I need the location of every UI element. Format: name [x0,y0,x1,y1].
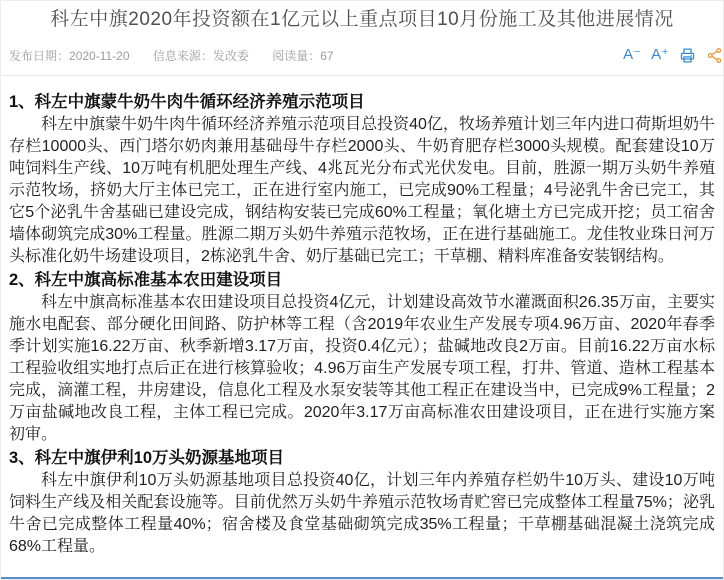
info-source-value: 发改委 [212,48,249,63]
bottom-divider [1,577,723,579]
font-decrease-button[interactable]: A⁻ [623,46,642,63]
font-increase-button[interactable]: A⁺ [651,46,669,63]
publish-date-value: 2020-11-20 [69,48,130,63]
info-source-label: 信息来源： [152,48,213,63]
view-count-label: 阅读量： [272,48,321,63]
section-1-heading: 1、科左中旗蒙牛奶牛肉牛循环经济养殖示范项目 [9,93,365,111]
section-2-heading: 2、科左中旗高标准基本农田建设项目 [9,271,283,289]
article-toolbar [623,46,723,64]
view-count-value: 67 [320,48,334,63]
section-1-paragraph: 科左中旗蒙牛奶牛肉牛循环经济养殖示范项目总投资40亿，牧场养殖计划三年内进口荷斯坦奶牛存栏10000头、西门塔尔奶肉兼用基础母牛存栏2000头、牛奶育肥存栏3000头规模。配套建设10万吨饲料生产线、10万吨有机肥处理生产线、4兆瓦光分布式光伏发电。目前，胜源一期万头奶牛养殖示范牧场，挤奶大厅主体已完工，正在进行室内施工，已完成90%工程量；4号泌乳牛舍已完工，其它5个泌乳牛舍基础已建设完成，钢结构安装已完成60%工程量；氧化塘土方已完成开挖；员工宿舍墙体砌筑完成30%工程量。胜源二期万头奶牛养殖示范牧场，正在进行基础施工。龙佳牧业珠日河万头标准化奶牛场建设项目，2栋泌乳牛舍、奶厅基础已完工；干草棚、精料库准备安装钢结构。 [9,116,715,265]
share-icon [706,47,723,64]
section-3-paragraph: 科左中旗伊利10万头奶源基地项目总投资40亿，计划三年内养殖存栏奶牛10万头、建设10万吨饲料生产线及相关配套设施等。目前优然万头奶牛养殖示范牧场青贮窖已完成整体工程量75%；泌乳牛舍已完成整体工程量40%；宿舍楼及食堂基础砌筑完成35%工程量；干草棚基础混凝土浇筑完成68%工程量。 [9,472,715,555]
page-title: 科左中旗2020年投资额在1亿元以上重点项目10月份施工及其他进展情况 [50,9,674,30]
publish-date [9,49,130,63]
view-count [272,49,333,63]
publish-date-label: 发布日期： [9,48,70,63]
section-3-heading: 3、科左中旗伊利10万头奶源基地项目 [9,449,285,467]
section-2-paragraph: 科左中旗高标准基本农田建设项目总投资4亿元，计划建设高效节水灌溉面积26.35万亩，主要实施水电配套、部分硬化田间路、防护林等工程（含2019年农业生产发展专项4.96万亩、2020年春季季计划实施16.22万亩、秋季新增3.17万亩，投资0.4亿元）；盐碱地改良2万亩。目前16.22万亩水标工程验收组实地打点后正在进行核算验收；4.96万亩生产发展专项工程，打井、管道、造林工程基本完成，滴灌工程，井房建设，信息化工程及水泵安装等其他工程正在建设当中，已完成9%工程量；2万亩盐碱地改良工程，主体工程已完成。2020年3.17万亩高标准农田建设项目，正在进行实施方案初审。 [9,294,715,443]
print-button[interactable] [679,47,696,64]
printer-icon [679,47,696,64]
meta-bar [1,43,723,67]
meta-info [9,47,354,64]
info-source [153,49,249,63]
share-button[interactable] [706,47,723,64]
article-body [1,76,723,558]
